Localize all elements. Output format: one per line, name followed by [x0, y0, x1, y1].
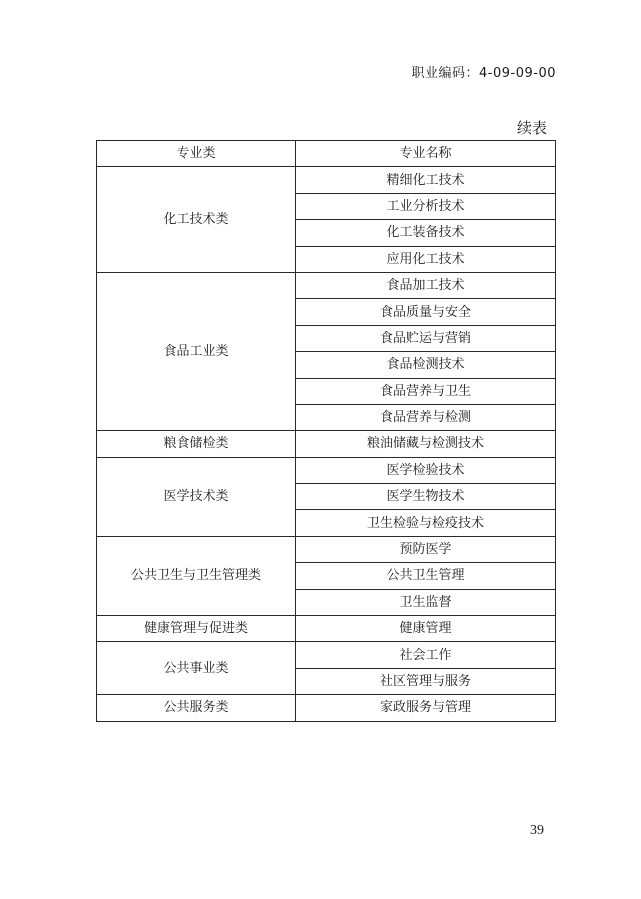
majors-table	[96, 140, 556, 722]
category-cell: 公共事业类	[97, 642, 296, 695]
table-row	[97, 272, 556, 298]
category-cell: 食品工业类	[97, 272, 296, 430]
category-cell: 医学技术类	[97, 457, 296, 536]
column-header-category: 专业类	[97, 141, 296, 167]
major-cell: 社会工作	[296, 642, 556, 668]
table-row	[97, 457, 556, 483]
major-cell: 健康管理	[296, 616, 556, 642]
table-row	[97, 695, 556, 721]
category-cell: 化工技术类	[97, 167, 296, 273]
category-cell: 公共卫生与卫生管理类	[97, 536, 296, 615]
major-cell: 精细化工技术	[296, 167, 556, 193]
continued-label: 续表	[516, 119, 547, 137]
column-header-major: 专业名称	[296, 141, 556, 167]
major-cell: 食品营养与检测	[296, 404, 556, 430]
table-row	[97, 431, 556, 457]
table-row	[97, 536, 556, 562]
table-row	[97, 642, 556, 668]
page-number: 39	[530, 823, 544, 838]
major-cell: 应用化工技术	[296, 246, 556, 272]
major-cell: 食品检测技术	[296, 352, 556, 378]
major-cell: 粮油储藏与检测技术	[296, 431, 556, 457]
category-cell: 健康管理与促进类	[97, 616, 296, 642]
major-cell: 公共卫生管理	[296, 563, 556, 589]
major-cell: 家政服务与管理	[296, 695, 556, 721]
category-cell: 粮食储检类	[97, 431, 296, 457]
occupation-code: 职业编码：4-09-09-00	[411, 66, 556, 81]
table-header-row	[97, 141, 556, 167]
category-cell: 公共服务类	[97, 695, 296, 721]
major-cell: 医学检验技术	[296, 457, 556, 483]
major-cell: 食品质量与安全	[296, 299, 556, 325]
table-row	[97, 167, 556, 193]
major-cell: 医学生物技术	[296, 484, 556, 510]
major-cell: 食品贮运与营销	[296, 325, 556, 351]
major-cell: 社区管理与服务	[296, 668, 556, 694]
major-cell: 食品营养与卫生	[296, 378, 556, 404]
major-cell: 工业分析技术	[296, 193, 556, 219]
table-row	[97, 616, 556, 642]
major-cell: 化工装备技术	[296, 220, 556, 246]
major-cell: 卫生监督	[296, 589, 556, 615]
major-cell: 预防医学	[296, 536, 556, 562]
major-cell: 食品加工技术	[296, 272, 556, 298]
major-cell: 卫生检验与检疫技术	[296, 510, 556, 536]
